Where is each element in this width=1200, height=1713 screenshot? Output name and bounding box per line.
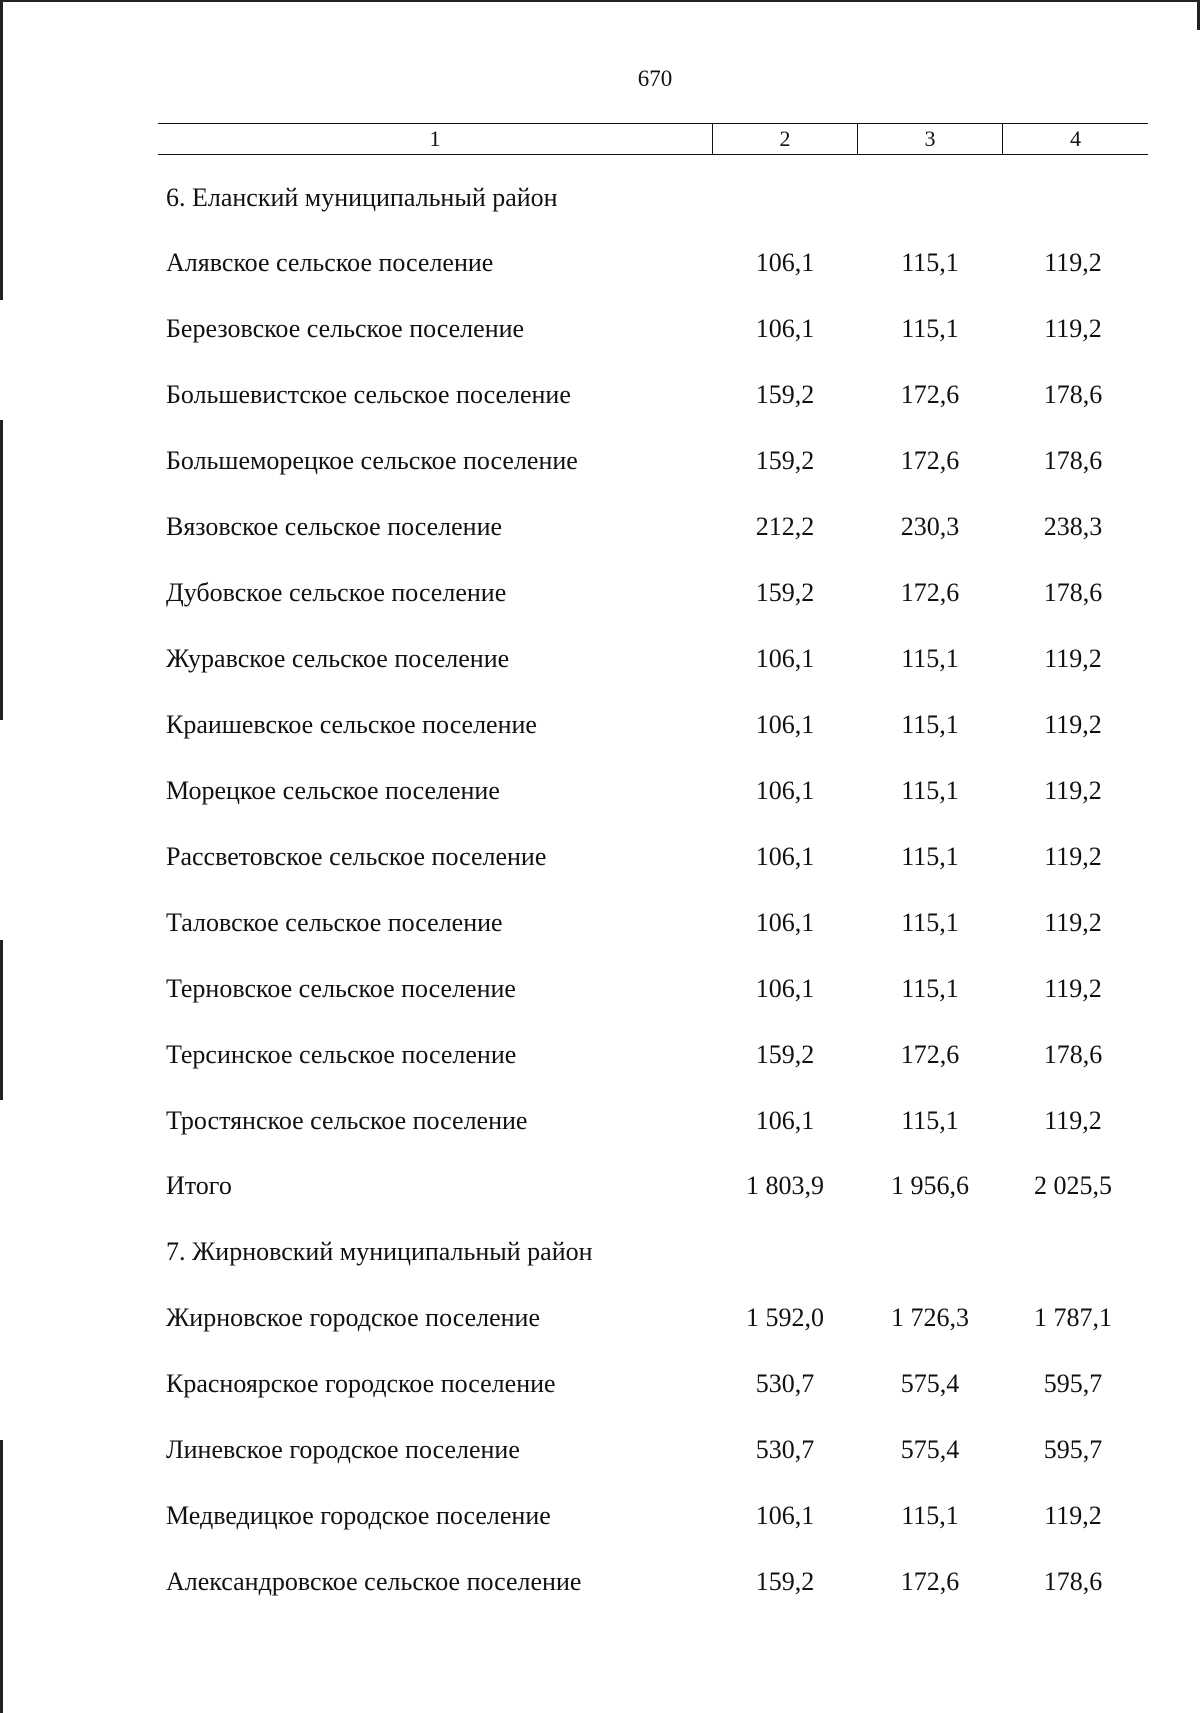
header-col-2: 2 xyxy=(712,124,857,154)
table-row xyxy=(0,1496,1200,1536)
row-value-col2: 159,2 xyxy=(755,578,815,607)
row-value-col3: 115,1 xyxy=(901,908,959,937)
row-name: Алявское сельское поселение xyxy=(166,248,494,277)
row-value-col2: 106,1 xyxy=(755,644,815,673)
row-value-col3: 172,6 xyxy=(900,578,960,607)
row-value-col2: 106,1 xyxy=(755,1106,815,1135)
row-name: Таловское сельское поселение xyxy=(166,908,503,937)
row-value-col3: 575,4 xyxy=(900,1435,960,1464)
total-value-col3: 1 956,6 xyxy=(891,1171,969,1200)
table-row xyxy=(0,705,1200,745)
row-name: Александровское сельское поселение xyxy=(166,1567,582,1596)
row-value-col2: 106,1 xyxy=(755,908,815,937)
table-row xyxy=(0,969,1200,1009)
header-col-1: 1 xyxy=(429,126,441,151)
row-value-col4: 119,2 xyxy=(1044,644,1102,673)
scan-border-left-low xyxy=(0,940,3,1100)
table-row xyxy=(0,1562,1200,1602)
total-label: Итого xyxy=(166,1171,232,1200)
table-row xyxy=(0,309,1200,349)
row-value-col2: 212,2 xyxy=(755,512,815,541)
row-value-col2: 106,1 xyxy=(755,314,815,343)
row-value-col4: 595,7 xyxy=(1043,1369,1103,1398)
table-row xyxy=(0,771,1200,811)
row-name: Медведицкое городское поселение xyxy=(166,1501,551,1530)
total-value-col4: 2 025,5 xyxy=(1034,1171,1112,1200)
row-value-col2: 159,2 xyxy=(755,1040,815,1069)
row-value-col4: 178,6 xyxy=(1043,1040,1103,1069)
row-value-col4: 119,2 xyxy=(1044,776,1102,805)
total-row xyxy=(0,1166,1200,1206)
row-value-col3: 115,1 xyxy=(901,1501,959,1530)
table-row xyxy=(0,1298,1200,1338)
total-value-col2: 1 803,9 xyxy=(746,1171,824,1200)
row-value-col4: 178,6 xyxy=(1043,1567,1103,1596)
table-row xyxy=(0,441,1200,481)
row-value-col4: 119,2 xyxy=(1044,710,1102,739)
table-row xyxy=(0,639,1200,679)
row-value-col3: 172,6 xyxy=(900,380,960,409)
row-value-col3: 115,1 xyxy=(901,842,959,871)
header-col-4: 4 xyxy=(1002,124,1148,154)
row-value-col3: 115,1 xyxy=(901,710,959,739)
row-value-col4: 119,2 xyxy=(1044,974,1102,1003)
row-value-col2: 530,7 xyxy=(755,1435,815,1464)
row-value-col3: 115,1 xyxy=(901,248,959,277)
row-name: Терсинское сельское поселение xyxy=(166,1040,517,1069)
section-title-zhirnovsky: 7. Жирновский муниципальный район xyxy=(166,1237,593,1266)
row-value-col4: 119,2 xyxy=(1044,1106,1102,1135)
row-value-col2: 106,1 xyxy=(755,842,815,871)
row-value-col2: 530,7 xyxy=(755,1369,815,1398)
row-name: Терновское сельское поселение xyxy=(166,974,516,1003)
table-row xyxy=(0,573,1200,613)
row-name: Дубовское сельское поселение xyxy=(166,578,507,607)
row-value-col2: 106,1 xyxy=(755,1501,815,1530)
row-value-col3: 1 726,3 xyxy=(891,1303,969,1332)
table-row xyxy=(0,507,1200,547)
table-row xyxy=(0,1035,1200,1075)
row-value-col2: 159,2 xyxy=(755,446,815,475)
table-row xyxy=(0,837,1200,877)
row-value-col4: 178,6 xyxy=(1043,446,1103,475)
row-value-col4: 119,2 xyxy=(1044,908,1102,937)
row-name: Морецкое сельское поселение xyxy=(166,776,500,805)
row-name: Журавское сельское поселение xyxy=(166,644,510,673)
row-value-col3: 230,3 xyxy=(900,512,960,541)
row-value-col3: 172,6 xyxy=(900,1567,960,1596)
row-value-col2: 106,1 xyxy=(755,974,815,1003)
table-row xyxy=(0,903,1200,943)
row-value-col4: 1 787,1 xyxy=(1034,1303,1112,1332)
row-value-col4: 119,2 xyxy=(1044,1501,1102,1530)
row-name: Жирновское городское поселение xyxy=(166,1303,541,1332)
row-value-col3: 115,1 xyxy=(901,974,959,1003)
row-value-col3: 172,6 xyxy=(900,446,960,475)
section-title-elansky: 6. Еланский муниципальный район xyxy=(166,183,558,212)
table-row xyxy=(0,243,1200,283)
row-value-col2: 159,2 xyxy=(755,380,815,409)
row-value-col3: 115,1 xyxy=(901,1106,959,1135)
table-row xyxy=(0,1101,1200,1141)
row-value-col2: 106,1 xyxy=(755,710,815,739)
table-row xyxy=(0,375,1200,415)
scan-border-top xyxy=(0,0,1200,2)
row-value-col3: 575,4 xyxy=(900,1369,960,1398)
row-value-col3: 115,1 xyxy=(901,644,959,673)
row-name: Краишевское сельское поселение xyxy=(166,710,537,739)
row-value-col4: 119,2 xyxy=(1044,842,1102,871)
row-value-col4: 238,3 xyxy=(1043,512,1103,541)
row-value-col2: 1 592,0 xyxy=(746,1303,824,1332)
row-value-col2: 106,1 xyxy=(755,248,815,277)
row-value-col2: 159,2 xyxy=(755,1567,815,1596)
header-col-3: 3 xyxy=(857,124,1002,154)
row-name: Линевское городское поселение xyxy=(166,1435,520,1464)
row-name: Рассветовское сельское поселение xyxy=(166,842,547,871)
row-value-col4: 119,2 xyxy=(1044,314,1102,343)
row-value-col4: 178,6 xyxy=(1043,578,1103,607)
row-name: Тростянское сельское поселение xyxy=(166,1106,528,1135)
row-name: Большевистское сельское поселение xyxy=(166,380,571,409)
row-name: Красноярское городское поселение xyxy=(166,1369,556,1398)
row-value-col3: 115,1 xyxy=(901,314,959,343)
table-row xyxy=(0,1430,1200,1470)
row-value-col4: 178,6 xyxy=(1043,380,1103,409)
row-name: Большеморецкое сельское поселение xyxy=(166,446,578,475)
table-row xyxy=(0,1364,1200,1404)
row-name: Березовское сельское поселение xyxy=(166,314,525,343)
row-value-col4: 595,7 xyxy=(1043,1435,1103,1464)
row-value-col3: 115,1 xyxy=(901,776,959,805)
row-value-col3: 172,6 xyxy=(900,1040,960,1069)
row-name: Вязовское сельское поселение xyxy=(166,512,503,541)
row-value-col4: 119,2 xyxy=(1044,248,1102,277)
table-header xyxy=(158,123,1148,155)
row-value-col2: 106,1 xyxy=(755,776,815,805)
page-number: 670 xyxy=(637,66,673,91)
